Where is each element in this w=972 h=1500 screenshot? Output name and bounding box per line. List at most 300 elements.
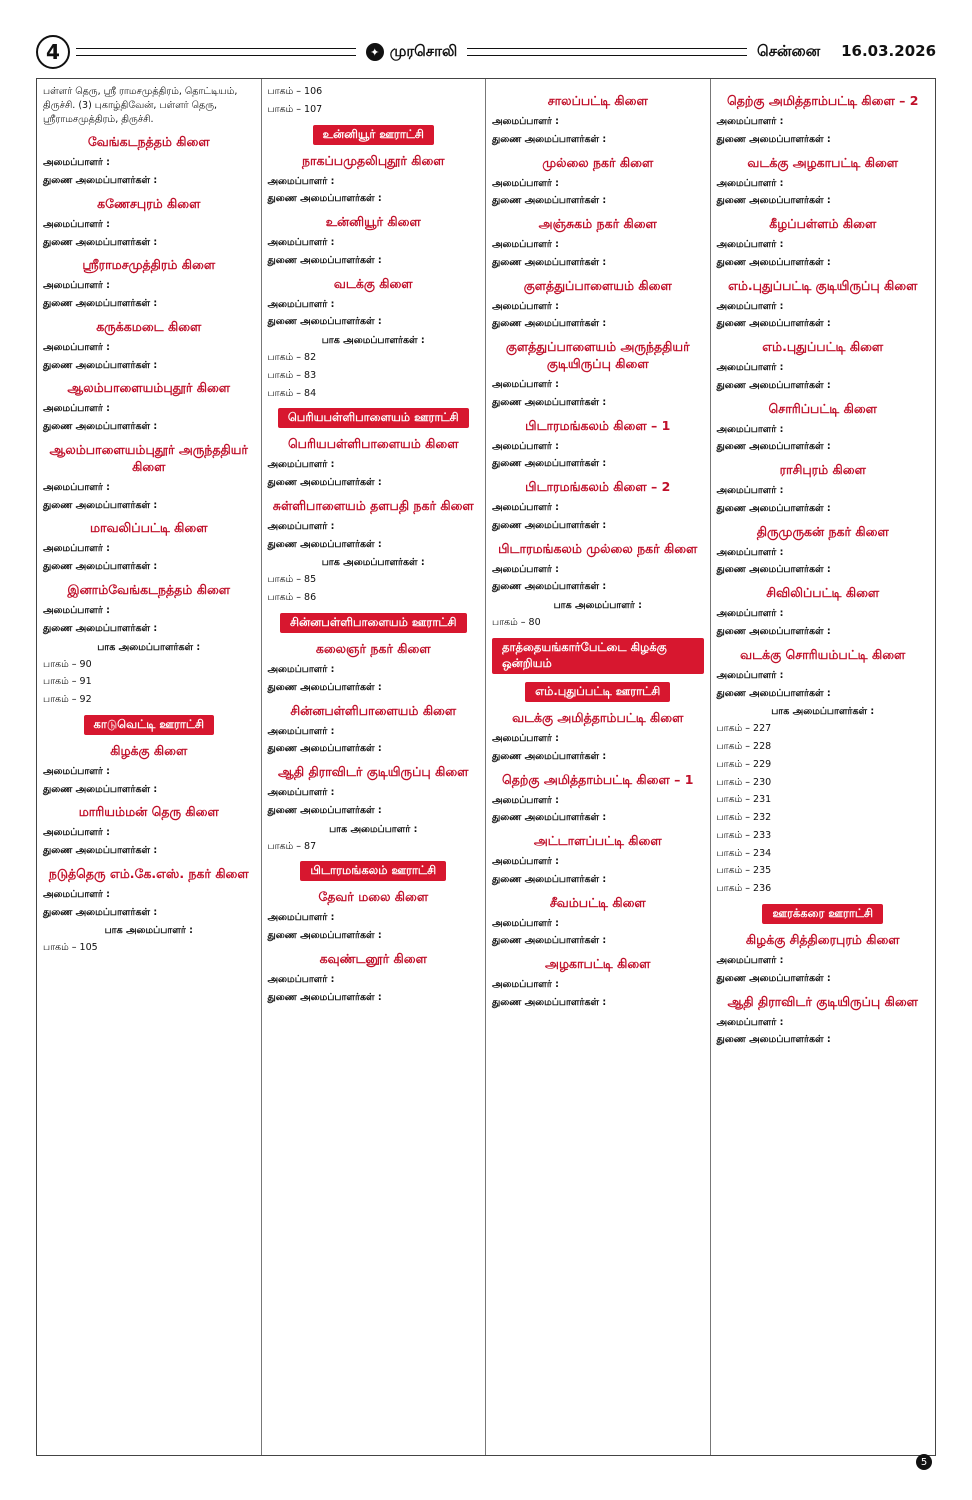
booth-number: பாகம் – 235 — [716, 865, 772, 877]
organiser-entry — [492, 563, 704, 577]
role-label: அமைப்பாளர் : — [43, 280, 110, 292]
booth-organiser — [324, 351, 480, 365]
booth-number: பாகம் – 233 — [716, 829, 772, 841]
section-heading: கீழப்பள்ளம் கிளை — [769, 216, 877, 232]
booth-organiser — [99, 675, 255, 689]
organiser-entry — [717, 379, 930, 393]
footer-page-number: 5 — [916, 1454, 932, 1470]
organiser-entry — [268, 315, 480, 329]
organiser-entry — [717, 194, 930, 208]
role-label: அமைப்பாளர் : — [267, 298, 335, 310]
role-label: அமைப்பாளர் : — [492, 917, 559, 929]
booth-organiser — [773, 776, 930, 790]
organiser-entry — [43, 236, 255, 250]
organiser-entry — [43, 622, 255, 636]
role-label: அமைப்பாளர் : — [267, 664, 335, 676]
role-label: துணை அமைப்பாளர்கள் : — [492, 458, 607, 470]
section-heading: தெற்கு அமித்தாம்பட்டி கிளை – 2 — [727, 93, 919, 108]
panchayat-banner: எம்.புதுப்பட்டி ஊராட்சி — [525, 682, 670, 702]
role-label: துணை அமைப்பாளர்கள் : — [492, 195, 607, 207]
section-heading: பிடாரமங்கலம் கிளை – 1 — [525, 417, 671, 433]
role-label: அமைப்பாளர் : — [43, 888, 110, 900]
organiser-entry — [268, 458, 480, 472]
section-heading: வடக்கு கிளை — [333, 275, 413, 291]
organiser-entry — [492, 457, 704, 471]
section-heading: வடக்கு சொரியம்பட்டி கிளை — [740, 646, 906, 662]
organiser-entry — [268, 236, 480, 250]
organiser-entry — [492, 177, 704, 191]
organiser-entry — [268, 725, 480, 739]
organiser-entry — [43, 604, 255, 618]
booth-entry — [268, 387, 480, 401]
organiser-entry — [717, 177, 930, 191]
role-label: துணை அமைப்பாளர்கள் : — [267, 930, 382, 942]
organiser-entry — [268, 929, 480, 943]
role-label: துணை அமைப்பாளர்கள் : — [43, 845, 158, 857]
booth-number: பாகம் – 230 — [716, 776, 772, 788]
role-label: அமைப்பாளர் : — [492, 300, 559, 312]
section-heading: உன்னியூர் கிளை — [325, 214, 421, 230]
role-label: துணை அமைப்பாளர்கள் : — [492, 996, 607, 1008]
section-heading: வேங்கடநத்தம் கிளை — [87, 134, 210, 150]
organiser-entry — [43, 481, 255, 495]
organiser-entry — [717, 423, 930, 437]
section-heading: கணேசபுரம் கிளை — [97, 195, 201, 211]
booth-organisers-label: பாக அமைப்பாளர்கள் : — [321, 335, 425, 347]
organiser-entry — [492, 580, 704, 594]
organiser-entry — [43, 906, 255, 920]
section-heading: சுள்ளிபாளையம் தளபதி நகர் கிளை — [272, 497, 474, 513]
organiser-entry — [492, 378, 704, 392]
role-label: அமைப்பாளர் : — [716, 116, 784, 127]
organiser-entry — [492, 732, 704, 746]
organiser-entry — [717, 300, 930, 314]
role-label: துணை அமைப்பாளர்கள் : — [716, 318, 831, 330]
role-label: துணை அமைப்பாளர்கள் : — [716, 256, 831, 268]
booth-number: பாகம் – 86 — [267, 592, 317, 604]
role-label: துணை அமைப்பாளர்கள் : — [43, 561, 158, 573]
role-label: துணை அமைப்பாளர்கள் : — [267, 254, 382, 266]
paper-name: முரசொலி — [389, 42, 458, 60]
role-label: துணை அமைப்பாளர்கள் : — [43, 298, 158, 310]
role-label: துணை அமைப்பாளர்கள் : — [492, 581, 607, 593]
section-heading: பிடாரமங்கலம் கிளை – 2 — [525, 479, 671, 495]
organiser-entry — [492, 300, 704, 314]
role-label: அமைப்பாளர் : — [716, 300, 784, 312]
section-heading: ஆதி திராவிடர் குடியிருப்பு கிளை — [727, 993, 918, 1009]
organiser-entry — [717, 238, 930, 252]
role-label: துணை அமைப்பாளர்கள் : — [267, 991, 382, 1003]
page-number: 4 — [36, 35, 70, 69]
role-label: துணை அமைப்பாளர்கள் : — [492, 256, 607, 268]
role-label: அமைப்பாளர் : — [267, 973, 335, 985]
booth-organisers-label: பாக அமைப்பாளர்கள் : — [771, 706, 875, 718]
organiser-entry — [492, 855, 704, 869]
panchayat-banner: தாத்தையங்கார்பேட்டை கிழக்கு ஒன்றியம் — [492, 638, 704, 674]
organiser-entry — [43, 174, 255, 188]
organiser-entry — [268, 973, 480, 987]
organiser-entry — [43, 85, 255, 126]
role-label: அமைப்பாளர் : — [716, 954, 784, 966]
booth-entry — [43, 675, 255, 689]
organiser-entry — [43, 156, 255, 170]
organiser-entry — [268, 804, 480, 818]
role-label: அமைப்பாளர் : — [716, 546, 784, 558]
organiser-entry — [268, 663, 480, 677]
booth-number: பாகம் – 107 — [267, 103, 323, 115]
role-label: அமைப்பாளர் : — [43, 827, 110, 839]
section-heading: இனாம்வேங்கடநத்தம் கிளை — [67, 582, 231, 598]
organiser-entry — [268, 175, 480, 189]
booth-number: பாகம் – 228 — [716, 741, 772, 753]
organiser-entry — [717, 563, 930, 577]
section-heading: அஞ்சுகம் நகர் கிளை — [538, 216, 657, 232]
role-label: அமைப்பாளர் : — [716, 1016, 784, 1028]
organiser-entry — [717, 484, 930, 498]
booth-organisers-label: பாக அமைப்பாளர் : — [553, 600, 642, 612]
booth-organiser — [773, 722, 930, 736]
organiser-entry — [492, 978, 704, 992]
organiser-entry — [492, 794, 704, 808]
organiser-entry — [717, 972, 930, 986]
booth-number: பாகம் – 84 — [267, 387, 317, 399]
section-heading: நாகப்பமுதலிபுதூர் கிளை — [301, 152, 445, 168]
organiser-entry — [43, 420, 255, 434]
booth-organiser — [773, 847, 930, 861]
role-label: அமைப்பாளர் : — [267, 725, 335, 737]
organiser-entry — [492, 194, 704, 208]
section-heading: கிழக்கு கிளை — [110, 742, 188, 758]
booth-entry — [268, 591, 480, 605]
role-label: துணை அமைப்பாளர்கள் : — [492, 812, 607, 824]
organiser-entry — [492, 519, 704, 533]
panchayat-banner: பிடாரமங்கலம் ஊராட்சி — [300, 861, 446, 881]
role-label: அமைப்பாளர் : — [43, 218, 110, 230]
booth-entry — [268, 85, 480, 99]
booth-organiser — [324, 369, 480, 383]
organiser-entry — [717, 625, 930, 639]
role-label: அமைப்பாளர் : — [716, 669, 784, 681]
role-label: அமைப்பாளர் : — [267, 520, 335, 532]
role-label: துணை அமைப்பாளர்கள் : — [716, 441, 831, 453]
organiser-entry — [717, 546, 930, 560]
role-label: அமைப்பாளர் : — [43, 481, 110, 493]
role-label: அமைப்பாளர் : — [492, 440, 559, 452]
booth-organiser — [773, 829, 930, 843]
booth-entry — [717, 882, 930, 896]
organiser-entry — [268, 476, 480, 490]
booth-organiser — [324, 85, 480, 99]
role-label: அமைப்பாளர் : — [492, 733, 559, 745]
booth-number: பாகம் – 91 — [43, 676, 92, 688]
role-label: அமைப்பாளர் : — [492, 239, 559, 251]
section-heading: பிடாரமங்கலம் முல்லை நகர் கிளை — [498, 540, 698, 556]
role-label: அமைப்பாளர் : — [43, 157, 110, 169]
role-label: துணை அமைப்பாளர்கள் : — [716, 133, 831, 145]
section-heading: அட்டாளப்பட்டி கிளை — [533, 833, 662, 849]
section-heading: பெரியபள்ளிபாளையம் கிளை — [287, 436, 459, 452]
column-2 — [262, 79, 487, 1455]
booth-organisers-label: பாக அமைப்பாளர் : — [104, 925, 193, 937]
booth-entry — [43, 941, 255, 955]
booth-entry — [717, 847, 930, 861]
organiser-entry — [43, 765, 255, 779]
role-label: துணை அமைப்பாளர்கள் : — [716, 502, 831, 514]
panchayat-banner: பெரியபள்ளிபாளையம் ஊராட்சி — [278, 408, 469, 428]
organiser-entry — [43, 783, 255, 797]
organiser-entry — [492, 115, 704, 129]
masthead-rule-right — [467, 48, 747, 56]
organiser-entry — [43, 888, 255, 902]
organiser-entry — [268, 681, 480, 695]
section-heading: கவுண்டனூர் கிளை — [319, 950, 427, 966]
role-label: அமைப்பாளர் : — [716, 485, 784, 497]
section-heading: குளத்துப்பாளையம் அருந்ததியர் குடியிருப்பு கிளை — [505, 339, 690, 372]
section-heading: ஸ்ரீராமசமுத்திரம் கிளை — [82, 257, 216, 273]
booth-entry — [268, 573, 480, 587]
section-heading: கலைஞர் நகர் கிளை — [315, 641, 431, 657]
section-heading: எம்.புதுப்பட்டி குடியிருப்பு கிளை — [728, 277, 918, 293]
organiser-entry — [43, 297, 255, 311]
section-heading: ஆதி திராவிடர் குடியிருப்பு கிளை — [278, 764, 469, 780]
role-label: துணை அமைப்பாளர்கள் : — [267, 804, 382, 816]
role-label: துணை அமைப்பாளர்கள் : — [716, 379, 831, 391]
booth-entry — [492, 616, 704, 630]
booth-entry — [717, 793, 930, 807]
organiser-entry — [43, 499, 255, 513]
booth-number: பாகம் – 236 — [716, 883, 772, 895]
panchayat-banner: உன்னியூர் ஊராட்சி — [313, 125, 434, 145]
role-label: துணை அமைப்பாளர்கள் : — [43, 175, 158, 187]
section-heading: தேவர் மலை கிளை — [318, 889, 429, 905]
section-heading: ஆலம்பாளையம்புதூர் அருந்ததியர் கிளை — [49, 441, 248, 474]
role-label: துணை அமைப்பாளர்கள் : — [492, 318, 607, 330]
booth-entry — [717, 722, 930, 736]
section-heading: நடுத்தெரு எம்.கே.எஸ். நகர் கிளை — [48, 865, 249, 881]
section-heading: அழகாபட்டி கிளை — [545, 956, 651, 972]
city: சென்னை — [756, 42, 821, 60]
booth-organiser — [99, 941, 255, 955]
booth-number: பாகம் – 105 — [43, 942, 98, 954]
role-label: துணை அமைப்பாளர்கள் : — [267, 743, 382, 755]
booth-organisers-label: பாக அமைப்பாளர்கள் : — [321, 557, 425, 569]
organiser-entry — [268, 538, 480, 552]
section-heading: வடக்கு அழகாபட்டி கிளை — [747, 154, 899, 170]
role-label: அமைப்பாளர் : — [492, 379, 559, 391]
booth-organiser — [324, 387, 480, 401]
section-heading: சீவம்பட்டி கிளை — [549, 894, 646, 910]
booth-entry — [268, 103, 480, 117]
brand — [366, 42, 458, 62]
organiser-entry — [717, 1016, 930, 1030]
role-label: அமைப்பாளர் : — [43, 403, 110, 415]
booth-number: பாகம் – 83 — [267, 369, 317, 381]
role-label: துணை அமைப்பாளர்கள் : — [43, 622, 158, 634]
organiser-entry — [43, 359, 255, 373]
booth-entry — [717, 758, 930, 772]
section-heading: ராசிபுரம் கிளை — [779, 462, 866, 478]
booth-organiser — [548, 616, 704, 630]
organiser-entry — [43, 844, 255, 858]
organiser-entry — [717, 669, 930, 683]
booth-entry — [717, 740, 930, 754]
role-label: அமைப்பாளர் : — [716, 177, 784, 189]
booth-organiser — [324, 573, 480, 587]
section-heading: எம்.புதுப்பட்டி கிளை — [762, 339, 884, 355]
role-label: துணை அமைப்பாளர்கள் : — [43, 359, 158, 371]
organiser-entry — [492, 317, 704, 331]
organiser-entry — [492, 934, 704, 948]
organiser-entry — [492, 133, 704, 147]
panchayat-banner: காடுவெட்டி ஊராட்சி — [84, 715, 214, 735]
role-label: துணை அமைப்பாளர்கள் : — [267, 538, 382, 550]
role-label: அமைப்பாளர் : — [492, 502, 559, 514]
organiser-entry — [492, 750, 704, 764]
date: 16.03.2026 — [841, 42, 937, 60]
dateline — [757, 42, 936, 62]
content-columns — [36, 78, 936, 1456]
booth-entry — [717, 811, 930, 825]
role-label: அமைப்பாளர் : — [492, 979, 559, 991]
column-1 — [37, 79, 262, 1455]
organiser-entry — [717, 440, 930, 454]
organiser-entry — [268, 298, 480, 312]
role-label: துணை அமைப்பாளர்கள் : — [716, 687, 831, 699]
organiser-entry — [43, 826, 255, 840]
role-label: துணை அமைப்பாளர்கள் : — [492, 750, 607, 762]
organiser-entry — [492, 917, 704, 931]
role-label: அமைப்பாளர் : — [267, 912, 335, 924]
section-heading: சிவிலிப்பட்டி கிளை — [766, 585, 880, 601]
booth-organiser — [773, 793, 930, 807]
role-label: அமைப்பாளர் : — [43, 765, 110, 777]
role-label: அமைப்பாளர் : — [716, 239, 784, 251]
organiser-entry — [492, 996, 704, 1010]
booth-number: பாகம் – 80 — [492, 617, 541, 629]
role-label: அமைப்பாளர் : — [492, 177, 559, 189]
booth-entry — [717, 776, 930, 790]
role-label: துணை அமைப்பாளர்கள் : — [716, 626, 831, 638]
panchayat-banner: ஊரக்கரை ஊராட்சி — [762, 904, 883, 924]
organiser-entry — [492, 811, 704, 825]
section-heading: குளத்துப்பாளையம் கிளை — [523, 277, 672, 293]
booth-entry — [268, 369, 480, 383]
booth-organiser — [99, 658, 255, 672]
booth-number: பாகம் – 234 — [716, 847, 772, 859]
organiser-entry — [492, 238, 704, 252]
booth-organiser — [773, 740, 930, 754]
booth-organiser — [773, 811, 930, 825]
section-heading: வடக்கு அமித்தாம்பட்டி கிளை — [512, 710, 684, 726]
role-label: அமைப்பாளர் : — [716, 423, 784, 435]
booth-number: பாகம் – 229 — [716, 758, 772, 770]
entry-text: பள்ளர் தெரு, ஸ்ரீ ராமசமுத்திரம், தொட்டியம், திருச்சி. (3) புகாழ்திவேன், பள்ளர் தெரு, ஸ்ரீராமசமுத்திரம், திருச்சி. — [43, 86, 238, 125]
role-label: துணை அமைப்பாளர்கள் : — [716, 195, 831, 207]
organiser-entry — [717, 607, 930, 621]
section-heading: ஆலம்பாளையம்புதூர் கிளை — [67, 380, 231, 396]
organiser-entry — [43, 218, 255, 232]
role-label: துணை அமைப்பாளர்கள் : — [492, 873, 607, 885]
role-label: துணை அமைப்பாளர்கள் : — [43, 236, 158, 248]
role-label: துணை அமைப்பாளர்கள் : — [716, 972, 831, 984]
role-label: துணை அமைப்பாளர்கள் : — [267, 193, 382, 205]
role-label: துணை அமைப்பாளர்கள் : — [267, 681, 382, 693]
role-label: அமைப்பாளர் : — [492, 794, 559, 806]
booth-entry — [268, 351, 480, 365]
role-label: துணை அமைப்பாளர்கள் : — [43, 499, 158, 511]
organiser-entry — [43, 542, 255, 556]
section-heading: சின்னபள்ளிபாளையம் கிளை — [290, 702, 457, 718]
booth-entry — [268, 840, 480, 854]
booth-number: பாகம் – 232 — [716, 812, 772, 824]
section-heading: மாரியம்மன் தெரு கிளை — [78, 804, 219, 820]
booth-number: பாகம் – 90 — [43, 658, 92, 670]
column-3 — [486, 79, 711, 1455]
role-label: அமைப்பாளர் : — [43, 543, 110, 555]
section-heading: கருக்கமடை கிளை — [96, 318, 202, 334]
role-label: அமைப்பாளர் : — [492, 856, 559, 868]
section-heading: சாலப்பட்டி கிளை — [547, 93, 648, 108]
organiser-entry — [43, 560, 255, 574]
section-heading: மாவலிப்பட்டி கிளை — [90, 520, 208, 536]
booth-number: பாகம் – 82 — [267, 352, 317, 364]
role-label: துணை அமைப்பாளர்கள் : — [267, 316, 382, 328]
section-heading: தெற்கு அமித்தாம்பட்டி கிளை – 1 — [502, 771, 694, 787]
role-label: துணை அமைப்பாளர்கள் : — [492, 935, 607, 947]
role-label: அமைப்பாளர் : — [267, 787, 335, 799]
masthead-rule-left — [76, 48, 356, 56]
booth-organisers-label: பாக அமைப்பாளர் : — [329, 823, 418, 835]
organiser-entry — [268, 254, 480, 268]
booth-entry — [717, 829, 930, 843]
booth-organiser — [773, 758, 930, 772]
booth-organiser — [324, 591, 480, 605]
role-label: அமைப்பாளர் : — [492, 116, 559, 127]
column-4 — [711, 79, 936, 1455]
organiser-entry — [43, 279, 255, 293]
organiser-entry — [717, 317, 930, 331]
booth-number: பாகம் – 231 — [716, 794, 772, 806]
role-label: துணை அமைப்பாளர்கள் : — [43, 906, 158, 918]
role-label: அமைப்பாளர் : — [267, 237, 335, 249]
role-label: துணை அமைப்பாளர்கள் : — [43, 783, 158, 795]
role-label: அமைப்பாளர் : — [267, 459, 335, 471]
booth-organiser — [324, 103, 480, 117]
organiser-entry — [268, 786, 480, 800]
role-label: துணை அமைப்பாளர்கள் : — [267, 477, 382, 489]
section-heading: திருமுருகன் நகர் கிளை — [756, 523, 889, 539]
booth-entry — [43, 693, 255, 707]
organiser-entry — [717, 1033, 930, 1047]
organiser-entry — [268, 911, 480, 925]
role-label: துணை அமைப்பாளர்கள் : — [43, 421, 158, 433]
organiser-entry — [268, 192, 480, 206]
booth-number: பாகம் – 87 — [267, 840, 317, 852]
role-label: அமைப்பாளர் : — [716, 608, 784, 620]
booth-organisers-label: பாக அமைப்பாளர்கள் : — [97, 641, 201, 653]
organiser-entry — [268, 520, 480, 534]
role-label: துணை அமைப்பாளர்கள் : — [716, 564, 831, 576]
organiser-entry — [492, 501, 704, 515]
organiser-entry — [717, 361, 930, 375]
role-label: துணை அமைப்பாளர்கள் : — [492, 396, 607, 408]
organiser-entry — [717, 502, 930, 516]
role-label: அமைப்பாளர் : — [716, 362, 784, 374]
organiser-entry — [492, 256, 704, 270]
section-heading: கிழக்கு சித்திரைபுரம் கிளை — [745, 931, 900, 947]
panchayat-banner: சின்னபள்ளிபாளையம் ஊராட்சி — [280, 613, 467, 633]
role-label: அமைப்பாளர் : — [43, 605, 110, 617]
